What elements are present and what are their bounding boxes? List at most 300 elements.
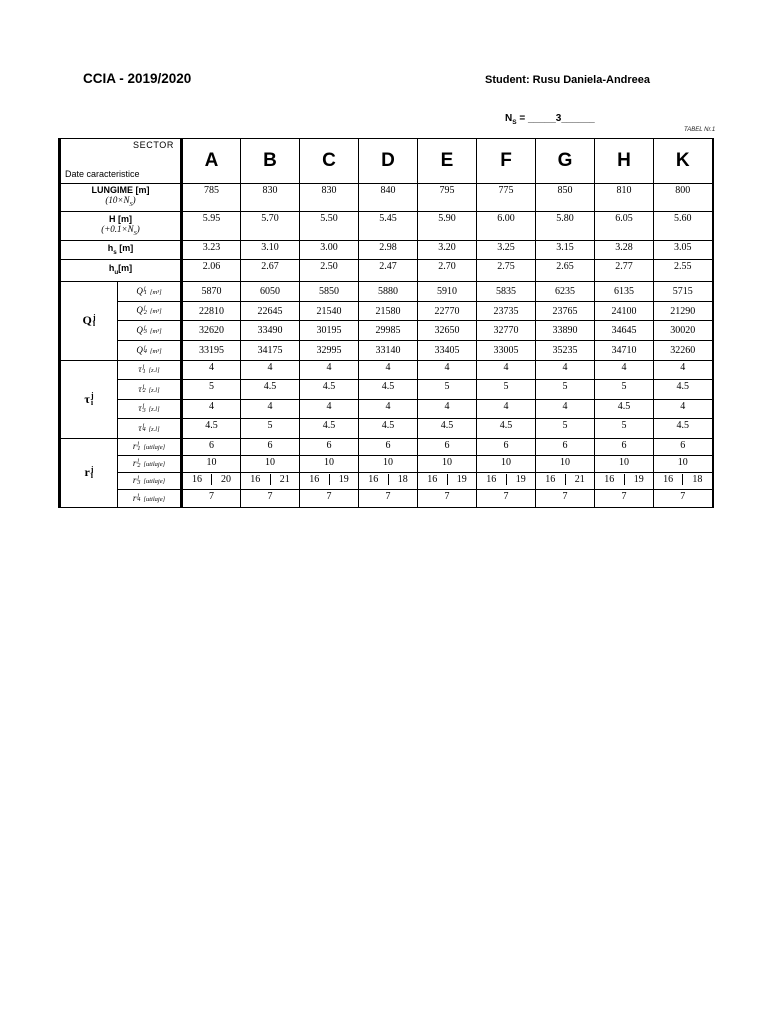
value-cell: 4	[595, 361, 654, 380]
header-row	[60, 139, 713, 184]
label-text: τ	[138, 422, 142, 433]
value-cell: 7	[300, 490, 359, 508]
label-superscript: j	[90, 464, 94, 474]
value-cell: 5	[595, 419, 654, 439]
label-superscript: j	[137, 475, 140, 482]
value-cell: 4.5	[418, 419, 477, 439]
label-superscript: j	[92, 312, 96, 322]
value-cell	[654, 473, 713, 490]
row-unit: [utilaje]	[143, 495, 166, 503]
split-value-part: 19	[624, 474, 654, 485]
label-superscript: j	[142, 403, 145, 410]
value-cell: 30020	[654, 321, 713, 341]
value-cell: 5910	[418, 282, 477, 302]
split-value	[654, 474, 712, 485]
label-text: Q	[82, 313, 92, 328]
label-indices	[92, 312, 96, 329]
ns-value: = _____3______	[516, 113, 595, 124]
label-indices	[137, 442, 140, 452]
value-cell: 4	[241, 361, 300, 380]
value-cell: 22770	[418, 302, 477, 321]
value-cell: 33195	[182, 341, 241, 361]
value-cell: 4	[359, 361, 418, 380]
value-cell: 4.5	[300, 380, 359, 400]
value-cell: 4	[536, 400, 595, 419]
value-cell: 10	[241, 456, 300, 473]
value-cell: 2.06	[182, 260, 241, 282]
data-row	[60, 260, 713, 282]
value-cell: 4	[418, 400, 477, 419]
value-cell: 29985	[359, 321, 418, 341]
label-indices	[143, 404, 146, 414]
label-text: τ	[138, 364, 142, 375]
value-cell: 33005	[477, 341, 536, 361]
label-indices	[90, 464, 94, 481]
value-cell: 4	[300, 400, 359, 419]
value-cell: 7	[241, 490, 300, 508]
row-sublabel	[118, 456, 182, 473]
value-cell: 10	[654, 456, 713, 473]
row-unit: [z.l]	[148, 425, 160, 433]
label-subscript: 4	[137, 497, 141, 504]
table-reference: TABEL Nr.1	[684, 127, 716, 133]
split-value-part: 16	[192, 474, 202, 485]
label-text: r	[132, 475, 137, 486]
value-cell: 4.5	[654, 380, 713, 400]
row-unit: [m³]	[149, 288, 162, 296]
split-value-part: 16	[545, 474, 556, 485]
label-subscript: 1	[143, 290, 147, 297]
sector-header: E	[418, 139, 477, 184]
value-cell: 32260	[654, 341, 713, 361]
value-cell: 3.23	[182, 241, 241, 260]
data-row	[60, 439, 713, 456]
data-row	[60, 302, 713, 321]
value-cell: 30195	[300, 321, 359, 341]
data-row	[60, 361, 713, 380]
value-cell: 5	[241, 419, 300, 439]
value-cell: 32650	[418, 321, 477, 341]
value-cell: 4.5	[477, 419, 536, 439]
value-cell: 3.05	[654, 241, 713, 260]
value-cell: 21540	[300, 302, 359, 321]
split-value-part: 16	[250, 474, 261, 485]
split-value-part: 16	[604, 474, 615, 485]
split-value	[183, 474, 240, 485]
value-cell: 810	[595, 184, 654, 212]
label-text: H [m]	[109, 213, 132, 224]
value-cell: 5880	[359, 282, 418, 302]
value-cell: 4	[300, 361, 359, 380]
value-cell: 21580	[359, 302, 418, 321]
value-cell: 7	[182, 490, 241, 508]
label-subscript: i	[90, 397, 94, 407]
ns-symbol: N	[505, 113, 513, 124]
row-label-name	[61, 264, 180, 277]
row-unit: [utilaje]	[143, 461, 166, 469]
label-text: τ	[138, 383, 142, 394]
value-cell: 6	[477, 439, 536, 456]
value-cell: 5850	[300, 282, 359, 302]
value-cell: 830	[241, 184, 300, 212]
value-cell: 4.5	[359, 419, 418, 439]
value-cell: 10	[595, 456, 654, 473]
value-cell: 5715	[654, 282, 713, 302]
value-cell: 850	[536, 184, 595, 212]
data-row	[60, 380, 713, 400]
value-cell: 35235	[536, 341, 595, 361]
split-value-part: 18	[682, 474, 711, 485]
label-text: τ	[84, 391, 90, 406]
label-text: Q	[136, 305, 143, 316]
value-cell: 4	[477, 361, 536, 380]
value-cell: 10	[359, 456, 418, 473]
value-cell: 5	[477, 380, 536, 400]
label-text: r	[132, 441, 137, 452]
row-label-formula	[61, 196, 180, 209]
value-cell: 10	[536, 456, 595, 473]
split-value-part: 19	[506, 474, 536, 485]
value-cell: 7	[536, 490, 595, 508]
group-symbol	[60, 282, 118, 361]
label-text: h	[107, 242, 114, 253]
row-sublabel	[118, 419, 182, 439]
label-indices	[144, 306, 147, 316]
sector-header: C	[300, 139, 359, 184]
value-cell: 23735	[477, 302, 536, 321]
row-label	[60, 260, 182, 282]
data-row	[60, 341, 713, 361]
split-value-part: 16	[427, 474, 438, 485]
value-cell: 6050	[241, 282, 300, 302]
value-cell	[182, 473, 241, 490]
value-cell: 4	[241, 400, 300, 419]
label-subscript: 1	[137, 445, 141, 452]
value-cell: 6	[536, 439, 595, 456]
row-label-formula	[61, 225, 180, 238]
row-sublabel	[118, 439, 182, 456]
value-cell: 3.20	[418, 241, 477, 260]
row-unit: [m³]	[149, 308, 162, 316]
label-subscript: 3	[142, 407, 146, 414]
ns-subscript: S	[512, 119, 517, 126]
value-cell: 33890	[536, 321, 595, 341]
label-indices	[143, 385, 146, 395]
value-cell: 4.5	[182, 419, 241, 439]
label-indices	[144, 326, 147, 336]
sector-header: B	[241, 139, 300, 184]
value-cell: 4.5	[300, 419, 359, 439]
value-cell: 6	[241, 439, 300, 456]
row-sublabel	[118, 380, 182, 400]
sector-header: G	[536, 139, 595, 184]
student-number	[505, 113, 595, 126]
value-cell: 785	[182, 184, 241, 212]
data-row	[60, 400, 713, 419]
label-text: (+0.1×N	[101, 223, 134, 234]
row-unit: [m³]	[149, 327, 162, 335]
value-cell: 4.5	[595, 400, 654, 419]
label-superscript: j	[143, 324, 146, 331]
data-row	[60, 419, 713, 439]
value-cell: 6	[595, 439, 654, 456]
value-cell: 800	[654, 184, 713, 212]
split-value	[359, 474, 417, 485]
value-cell: 33140	[359, 341, 418, 361]
label-text: Q	[136, 285, 143, 296]
label-indices	[144, 346, 147, 356]
data-row	[60, 473, 713, 490]
row-unit: [utilaje]	[143, 444, 166, 452]
sector-header: A	[182, 139, 241, 184]
label-text: )	[132, 195, 136, 206]
label-subscript: 1	[142, 368, 146, 375]
label-text: [m]	[118, 263, 133, 274]
value-cell: 830	[300, 184, 359, 212]
value-cell: 21290	[654, 302, 713, 321]
row-unit: [z.l]	[148, 386, 160, 394]
row-label	[60, 184, 182, 212]
value-cell: 22810	[182, 302, 241, 321]
split-value-part: 16	[309, 474, 320, 485]
value-cell: 22645	[241, 302, 300, 321]
row-unit: [m³]	[149, 347, 162, 355]
label-subscript: u	[114, 268, 119, 276]
row-label	[60, 241, 182, 260]
split-value-part: 21	[270, 474, 300, 485]
value-cell: 5.60	[654, 212, 713, 241]
sector-label: SECTOR	[133, 140, 174, 150]
value-cell: 10	[182, 456, 241, 473]
value-cell: 4	[654, 400, 713, 419]
value-cell: 5	[418, 380, 477, 400]
split-value-part: 16	[486, 474, 497, 485]
value-cell: 4.5	[241, 380, 300, 400]
value-cell: 2.77	[595, 260, 654, 282]
data-row	[60, 490, 713, 508]
value-cell: 2.47	[359, 260, 418, 282]
value-cell: 23765	[536, 302, 595, 321]
split-value-part: 16	[663, 474, 674, 485]
value-cell: 3.00	[300, 241, 359, 260]
label-superscript: j	[90, 391, 94, 401]
label-text: Q	[136, 344, 143, 355]
group-symbol	[60, 439, 118, 508]
label-subscript: s	[113, 248, 117, 256]
characteristics-label: Date caracteristice	[65, 169, 140, 180]
label-subscript: i	[90, 471, 94, 481]
value-cell: 6135	[595, 282, 654, 302]
value-cell: 5	[536, 419, 595, 439]
value-cell: 34175	[241, 341, 300, 361]
group-symbol	[60, 361, 118, 439]
value-cell: 34710	[595, 341, 654, 361]
label-text: [m]	[116, 242, 134, 253]
label-text: (10×N	[105, 195, 130, 206]
value-cell: 4.5	[654, 419, 713, 439]
label-superscript: j	[137, 492, 140, 499]
label-superscript: j	[137, 441, 140, 448]
label-subscript: 2	[142, 388, 146, 395]
value-cell: 5	[182, 380, 241, 400]
value-cell: 6	[300, 439, 359, 456]
value-cell: 2.67	[241, 260, 300, 282]
data-row	[60, 241, 713, 260]
value-cell: 5	[536, 380, 595, 400]
label-text: r	[84, 465, 90, 480]
label-superscript: j	[142, 422, 145, 429]
label-subscript: 3	[137, 479, 141, 486]
value-cell: 5.80	[536, 212, 595, 241]
value-cell: 7	[654, 490, 713, 508]
split-value-part: 19	[329, 474, 359, 485]
value-cell: 5.90	[418, 212, 477, 241]
row-sublabel	[118, 400, 182, 419]
row-sublabel	[118, 302, 182, 321]
label-subscript: S	[133, 229, 137, 237]
value-cell: 5870	[182, 282, 241, 302]
value-cell: 3.28	[595, 241, 654, 260]
value-cell: 2.55	[654, 260, 713, 282]
label-indices	[143, 424, 146, 434]
label-superscript: j	[143, 285, 146, 292]
value-cell: 5835	[477, 282, 536, 302]
label-subscript: 2	[143, 309, 147, 316]
value-cell: 795	[418, 184, 477, 212]
value-cell: 10	[477, 456, 536, 473]
sector-header: K	[654, 139, 713, 184]
sector-header: D	[359, 139, 418, 184]
row-sublabel	[118, 361, 182, 380]
value-cell: 6.00	[477, 212, 536, 241]
value-cell: 4	[418, 361, 477, 380]
label-superscript: j	[143, 344, 146, 351]
student-name: Student: Rusu Daniela-Andreea	[485, 74, 651, 86]
header-corner	[60, 139, 182, 184]
label-indices	[137, 476, 140, 486]
row-sublabel	[118, 341, 182, 361]
value-cell	[536, 473, 595, 490]
value-cell: 7	[418, 490, 477, 508]
value-cell: 4.5	[359, 380, 418, 400]
value-cell: 5.50	[300, 212, 359, 241]
value-cell: 7	[477, 490, 536, 508]
label-subscript: i	[92, 319, 96, 329]
row-unit: [z.l]	[148, 367, 160, 375]
split-value-part: 19	[447, 474, 477, 485]
label-superscript: j	[143, 305, 146, 312]
label-superscript: j	[142, 383, 145, 390]
label-text: r	[132, 492, 137, 503]
label-text: )	[136, 223, 140, 234]
label-text: LUNGIME [m]	[91, 185, 150, 196]
value-cell: 3.15	[536, 241, 595, 260]
label-indices	[91, 393, 94, 406]
value-cell: 3.10	[241, 241, 300, 260]
value-cell: 4	[536, 361, 595, 380]
value-cell: 2.65	[536, 260, 595, 282]
sector-characteristics-table	[58, 138, 714, 508]
value-cell: 5.95	[182, 212, 241, 241]
value-cell: 33405	[418, 341, 477, 361]
row-sublabel	[118, 473, 182, 490]
label-indices	[144, 287, 147, 297]
value-cell: 32995	[300, 341, 359, 361]
value-cell: 4	[477, 400, 536, 419]
value-cell: 6	[182, 439, 241, 456]
value-cell: 24100	[595, 302, 654, 321]
split-value-part: 18	[388, 474, 418, 485]
value-cell: 5.70	[241, 212, 300, 241]
value-cell	[418, 473, 477, 490]
label-subscript: 4	[142, 427, 146, 434]
label-superscript: j	[137, 458, 140, 465]
data-row	[60, 321, 713, 341]
value-cell: 2.75	[477, 260, 536, 282]
value-cell: 775	[477, 184, 536, 212]
split-value	[241, 474, 299, 485]
value-cell: 6.05	[595, 212, 654, 241]
value-cell	[595, 473, 654, 490]
value-cell: 2.98	[359, 241, 418, 260]
value-cell	[241, 473, 300, 490]
value-cell: 6	[359, 439, 418, 456]
row-sublabel	[118, 490, 182, 508]
sector-header: F	[477, 139, 536, 184]
label-indices	[143, 365, 146, 375]
row-sublabel	[118, 321, 182, 341]
row-label	[60, 212, 182, 241]
value-cell: 6	[654, 439, 713, 456]
value-cell: 2.50	[300, 260, 359, 282]
row-unit: [z.l]	[148, 406, 160, 414]
split-value-part: 16	[368, 474, 379, 485]
value-cell: 6235	[536, 282, 595, 302]
row-label-name	[61, 244, 180, 257]
split-value	[536, 474, 594, 485]
split-value-part: 20	[211, 474, 240, 485]
value-cell: 3.25	[477, 241, 536, 260]
label-subscript: 4	[143, 349, 147, 356]
value-cell: 4	[654, 361, 713, 380]
split-value	[418, 474, 476, 485]
value-cell: 34645	[595, 321, 654, 341]
label-text: Q	[136, 324, 143, 335]
split-value-part: 21	[565, 474, 595, 485]
label-indices	[137, 494, 140, 504]
value-cell: 4	[359, 400, 418, 419]
split-value	[595, 474, 653, 485]
value-cell: 840	[359, 184, 418, 212]
value-cell: 5	[595, 380, 654, 400]
label-subscript: 3	[143, 329, 147, 336]
table-body	[60, 139, 713, 508]
label-superscript: j	[142, 364, 145, 371]
label-indices	[137, 459, 140, 469]
value-cell: 4	[182, 361, 241, 380]
row-unit: [utilaje]	[143, 478, 166, 486]
value-cell: 6	[418, 439, 477, 456]
data-row	[60, 456, 713, 473]
value-cell: 4	[182, 400, 241, 419]
data-row	[60, 184, 713, 212]
row-sublabel	[118, 282, 182, 302]
value-cell: 33490	[241, 321, 300, 341]
value-cell	[359, 473, 418, 490]
data-row	[60, 282, 713, 302]
value-cell: 32620	[182, 321, 241, 341]
value-cell	[477, 473, 536, 490]
